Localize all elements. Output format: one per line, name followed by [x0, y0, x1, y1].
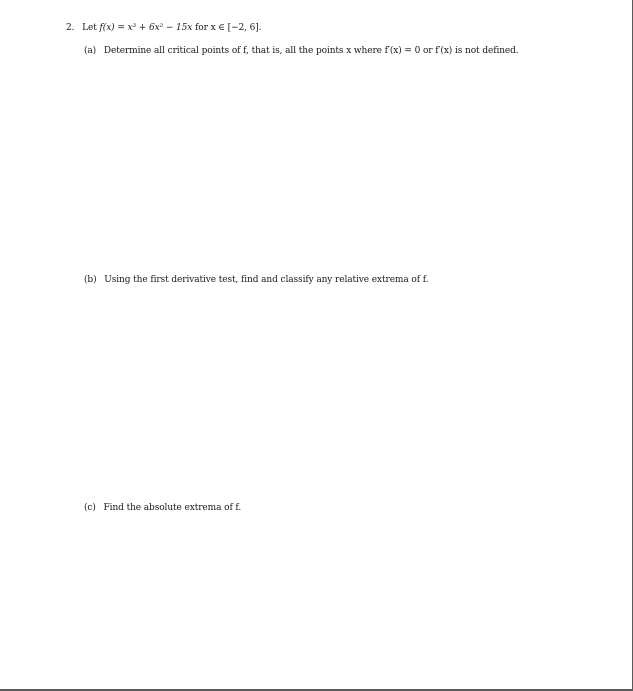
- problem-number: 2.: [66, 23, 75, 33]
- part-c-question: [84, 502, 241, 514]
- part-b-text: Using the first derivative test, find and classify any relative extrema of f.: [104, 275, 429, 285]
- function-domain: for x ∈ [−2, 6].: [195, 23, 262, 33]
- part-a-label: (a): [84, 46, 97, 56]
- problem-lead: Let: [82, 23, 97, 33]
- part-c-text: Find the absolute extrema of f.: [103, 503, 242, 513]
- function-definition: f(x) = x³ + 6x² − 15x: [99, 23, 193, 33]
- part-a-question: [84, 45, 519, 57]
- part-a-text: Determine all critical points of f, that is, all the points x where f′(x) = 0 or f′(x) is not defined.: [103, 46, 519, 56]
- part-b-label: (b): [84, 275, 97, 285]
- part-c-label: (c): [84, 503, 96, 513]
- problem-statement: [66, 22, 261, 34]
- part-b-question: [84, 274, 428, 286]
